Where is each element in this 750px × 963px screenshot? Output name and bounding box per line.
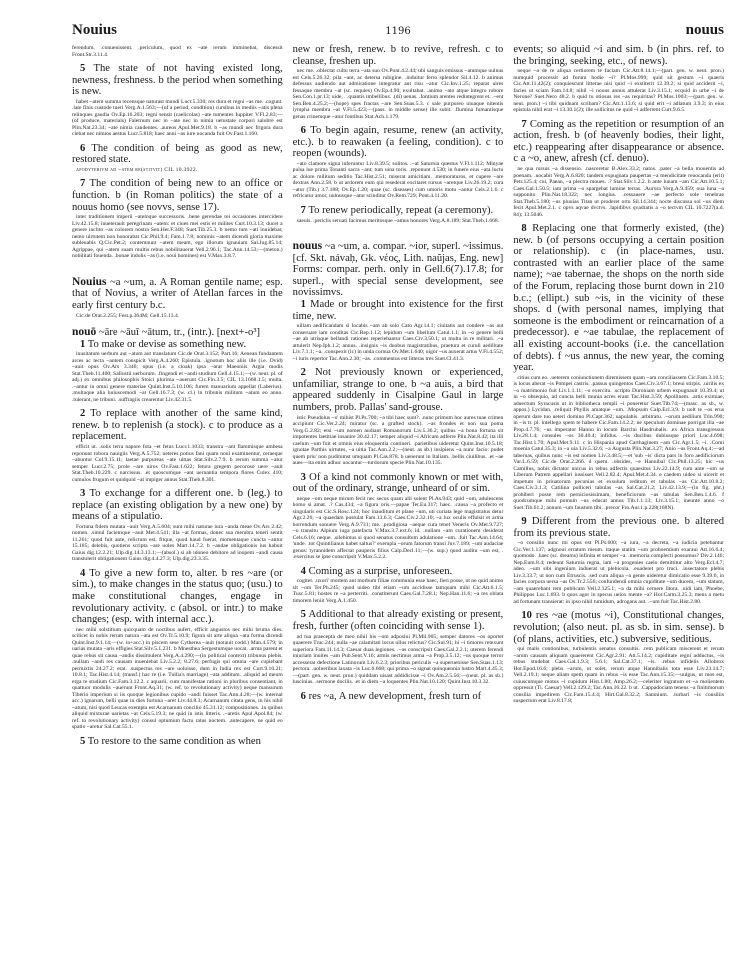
sense-definition: [293, 205, 504, 217]
definition-text: Of a kind not commonly known or met with, out of the ordinary, strange, unheard of or sim.: [292, 471, 504, 495]
citation-block: [293, 634, 504, 686]
citation-text: neque ~a de re aliqua certiorem te faciam Cic.Att.8.14.1;—(part. gen. w. neut. pron.) numquid processit ad forum hodie ~i? Pl.Mos.999; quid sit gestum ~i quaeris Cic.Att.11.42(2); conquiescunt litterae nisi quid ~i exstiterit 12.39.2; si quid acciderit ~i, facies ut sciam Fam.14.8; nihil ~i nouus annus attulerat Liv.3.15.1; ecquid in urbe ~i de Nerone? Suet.Nero 48.2. b quid tu otiosus res ~as requiritas? Pl.Mos.1003;—(part. gen. w. neut. pron.) ~i tibi quidnam scribam? Cic.Att.1.13.6; si quid erit ~i adlatum 3.9.3; in eius epistula nihil erat ~i 13.30.1(2); ille sollicitus ne quid ~i adferrent Curt.9.6.5.: [513, 68, 725, 114]
sense-number: 7: [521, 118, 527, 130]
left-guideword: Nouius: [72, 22, 118, 38]
citation-block: [513, 540, 724, 605]
sense-definition: [72, 408, 283, 443]
sense-definition: [293, 566, 504, 578]
citation-block: [513, 375, 724, 512]
definition-text: ~a ~um, a. compar. ~ior, superl. ~issimus. [cf. Skt. návaḥ, Gk. νέος, Lith. naũjas, Eng. new] Forms: compar. perh. only in Gell.6(7).17.8; for superl., with special sense development, see novissimvs.: [292, 241, 504, 299]
sense-definition: [72, 63, 283, 98]
sense-definition: [72, 568, 283, 626]
definition-text: Additional to that already existing or present, fresh, further (often coinciding with sense 1).: [292, 609, 504, 632]
citation-block: [293, 161, 504, 200]
sense-definition: [72, 143, 283, 166]
entry-headword-line: [293, 241, 504, 299]
page-header: [72, 22, 724, 42]
sense-definition: [293, 367, 504, 413]
sense-number: 5: [80, 63, 86, 74]
definition-text: The condition of being as good as new, restored state.: [72, 142, 283, 166]
sense-definition: [293, 125, 504, 160]
citation-block: [72, 444, 283, 483]
definition-text: ~a ~um, a. A Roman gentile name; esp. that of Novius, a writer of Atellan farces in the early first century b.c.: [72, 276, 283, 311]
headword: nouus: [292, 240, 323, 253]
citation-text: nec mihi solstitium quicquam de noctibus aufert, efficit angustos nec mihi bruma dies. scilicet in nobis rerum natura ~ata est Ov.Tr.5.10.9; figura sit arte aliqua ~ata forma dicendi Quint.Inst.9.1.14;—(w. in+acc.) in piscem sese Cytherea ~auit (notauit codd.) Man.4.579; in uarias mutata ~aris effigies Stat.Silv.5.1.231. b Mnesthea Sergestumque uocat. .arma parent et quae rebus sit causa ~andis dissimulent Verg.A.4.290;—(in political context) tribunus plebis. .nullam ~andi res causam inueniebat Liv.5.2.2; 8.27.6; perfugis qui omnia ~are cupiebant permixtis 24.27.2; erat. .suspectus res ~are uoluisse, dum in India rex est Curt.9.10.21; 10.8.1; Tac.Hist.4.14; (transf.) hac re (i.e. Tullia's marriage) ~ata additum. .aliquid ad meum erga te studium Cic.Fam.3.12.2. c aquarii, cum manifestae rationi in pluribus consentiant, in quattuor modulis ~auerunt Front.Aq.31; (w. ref. to revolutionary activity) neque mansurum Tiberio imperium si iis quoque legionibus cupido ~andi fuisset Tac.Ann.4.28;—(w. internal acc.) ignarum, belli quae in dies fortuna ~aret Liv.44.8.3; Acarnanum citata gens, in his nihil ~atum, nisi quod Leucas exempta est Acarnanum concilio 45.31.12; compositiones. .in quibus aliquid mixturae uarietas ~at Cels.5.19.3; ne quid in istis litteris. .~aretis Apul.Apol.84; (w. ref. to revolutionary activity) consul optumum factu ratus noctem. .antecapere, ne quid eo spatio ~aretur Sal.Cat.55.1.: [72, 626, 283, 731]
sense-definition: [513, 516, 724, 539]
citation-block: [72, 99, 283, 138]
citation-text: habet ~atem summa recensque naturast mundi Lucr.5.330; res dura et regni ~as me. .cogunt. .late finis custode tueri Verg.A.1.563;—(of a period, condition) cursibus in mediis ~atis plena relinques gaudia Ov.Ep.16.203; regni sensit (caelicolas) ~ate tumentes Iuppiter V.Fl.2.83;—(of produce, materials) Falernum nec in ~ate nec in nimia uetustate corpori salubre est Plin.Nat.23.34; ~ate nimia candentes. .aureos Apul.Met.9.18. b ~as mundi nec frigora dura ciebat nec nimios aestus Lucr.5.818; haec anni ~as iure uocanda fuit Ov.Fast.1.160.: [72, 98, 283, 138]
sense-definition: [513, 44, 724, 67]
sense-number: 6: [300, 125, 306, 137]
sense-number: 1: [300, 299, 306, 311]
definition-text: ~āre ~āuī ~ātum, tr., (intr.). [next+-o³]: [98, 327, 261, 339]
definition-text: The condition of being new to an office or function. b (in Roman politics) the state of a nouus homo (see novvs, sense 17).: [72, 178, 283, 213]
definition-text: To give a new form to, alter. b res ~are (or sim.), to make changes in the status quo; (usu.) to make constitutional changes, engage in revolutionary activity. c (absol. or intr.) to make changes; (esp. with internal acc.).: [72, 567, 283, 626]
page-number: 1196: [385, 26, 411, 37]
citation-block: [72, 45, 283, 58]
column-right: [513, 44, 724, 747]
citation-text: ne qua rursus ~a dissensio. .nasceretur B.Alex.33.2; natos. .pater ~a bella mouentis ad poenam. .uocabit Verg.A.6.820; tandem expugnata paupertas ~a mendicitate reuocanda (erit) Petr.125.4; cui, Paean, ~a plectra moues. .? Stat.Silv.1.2.2. b ante lunam ~am Cic.Att.10.5.1; Caes.Gal.1.50.5; iam prima ~o spargebat lumine terras. .Aurora Verg.A.9.459; oua luna ~a supponito Plin.Nat.18.322; nec longius. .cessauere ~ae perfecto sole tenebrae Stat.Theb.5.180; ~us pluuias Titan ut proderet ortu Sil.14.344; nocte discussa sol ~us diem fecit Apul.Met.2.1. c opvs aqvae dvctvs. .lapidibvs qvadratis a ~o tectvm CIL 10.7227(a.d. 84); 13.5046.: [513, 166, 725, 218]
sense-number: 10: [521, 610, 532, 622]
citation-block: [72, 351, 283, 403]
citation-text: saeuis. .periclis seruati facimus meritosque ~amus honores Verg.A.8.189; Stat.Theb.1.668.: [296, 217, 500, 224]
sense-number: 6: [80, 142, 86, 154]
definition-text: To make or devise as something new.: [87, 338, 247, 350]
sense-number: 3: [300, 471, 306, 483]
citation-block: [513, 166, 724, 218]
definition-text: Replacing one that formerly existed, (the) new. b (of persons occupying a certain position or relationship). c (in place-names, usu. contrasted with an earlier place of the same name); ~ae tabernae, the shops on the north side of the Forum, replacing those burnt down in 210 b.c.; (ellipt.) sub ~is, in the vicinity of these shops. d (with personal names, implying that someone is the embodiment or reincarnation of a predecessor). e ~ae tabulae, the replacement of all existing account-books (i.e. the cancellation of debts). f ~us annus, the new year, the coming year.: [513, 223, 725, 374]
citation-block: [293, 323, 504, 362]
sense-definition: [293, 44, 504, 67]
citation-text: neque ~om neque mirum fecit nec secus quam alii solent Pl.As.943; quid ~om, adulescens homo si amat. .? Cas.434; ~a figura oris.—papae Ter.Eu.317; haec. .causa ~a profecto et singularis est Cic.S.Rosc.124; hoc inauditum et plane ~um, uti curiata lege magistratus detur Agr.2.26; ~a quaedam postulat Fam.13.6.3; Caes.Civ.2.32.10; ~a lux oculis effulsit et arma horrendum sonuere Verg.A.9.731; me. .prodigiosa ~aeque cura tenet Veneris Ov.Met.9.727; ~o transitu Alpium iuga patefacta V.Max.3.7.ext.6; id. .nullam ~am curationem desiderat Cels.6.16; neque. .silebimus si quod senatus consultum adulatione ~um. .fuit Tac.Ann.14.64; 'unde. .tot Quintilianus habet saltus?' exempla ~orum fatorum transi Juv.7.189; ~um audaciae genus: tyrannidem affectat pauperis filius Calp.Decl.11;—(w. sup.) quod auditu ~um est, . .exercitus se ipse conscripsit V.Max.5.2.2.: [292, 495, 504, 561]
citation-text: citius cum eo. .ueterem coniunctionem diremissem quam ~am conciliassem Cic.Fam.3.10.5; is locus aberat ~is Pompei castris. .passus quingentos Caes.Civ.3.67.1; breui stirpis. .uirilis ex ~o matrimonio fuit Liv.1.1.11; ~o exercitu. .scripto Duroniam urbem expugnauit 10.39.4; ut in ~o obsequio, ad cuncta belli munia acres erant Tac.Hist.3.59; Apollinem. .artis eximiae, aduectum Syracusis ut in bibliotheca templi ~i poneretur Suet.Tib.74;—(masc. as sb., w. appos.) Lycidan. .reliquit Phyllis amatque ~um. .Mopsum Calp.Ecl.3.9. b uolt te ~os erus operum dare tuo ueteri domino Pl.Capt.362; uapulabis. .arbitratu. .~orum aedilium Trin.990; in ~is tr. pl. intellego spem te habere Cic.Fam.14.2.2; ne speculum dominae porrigat illa ~ae Prop.4.7.76; ~us imperator Hanno in locum Barcini Hasdrubalis. .ex Africa transgressus Liv.28.1.4; consules ~os 30.40.4; infidus. .~is ducibus dubiusque priori Luc.4.698; Tac.Hist.1.70; Apul.Met.9.11. c in Hispania apud Carthaginem ~am Cic.Agr.1.5; ~i. .Comi moenia Catul.35.3; in ~a uia Liv.5.32.6; ~a Augusta Plin.Nat.3.27; Anio ~us Front.Aq.4;—ad tabernas, quibus nunc ~is est nomen Liv.3.48.5;—et 'sub ~is' dicta pars in foro aedificiorum Var.L.6.59; Cic.de Orat.2.266. d quem. .obsides, ~e Hannibal Cic.Phil.13.25; hic ~us Camillus, nobis dictator unicus in rebus adfectis quaesitus Liv.22.14.9; cum ante ~um se Liberum Patrem appellari iussisset Vell.2.82.4; Apul.Met.4.34. e caedem uideo si uicerit et impetum in priuatorum pecunias et exsulum reditum et tabulas ~as Cic.Att.10.8.2; Caes.Civ.3.1.3; Catilina polliceri tabulas ~as Sal.Cat.21.2; Liv.42.13.9;—(in fig. phr.) prohiberi posse rem perniciosissimam, beneficiorum ~as tabulas Sen.Ben.1.4.6. f quodcumque mihi pomum ~us educat annus Tib.1.1.13; Liv.3.15.1; ineunte anno ~o Suet.Tib.61.2; annum ~um faustum tibi. .precor Fro.Aur.1.p.228(168N).: [513, 374, 725, 511]
sense-number: 5: [80, 735, 86, 747]
citation-text: uillam aedificandam si locabis ~am ab solo Cato Agr.14.1; ciuitatis aut condere ~as aut conseruare iam conditas Cic.Rep.1.12; lepidum ~um libellum Catul.1.1; in ~o genere belli ~ae ab utrisque bellandi rationes reperiebantur Caes.Civ.3.50.1; ut multa in re militari. .~a attulerit Nep.Iph.1.2; annus. .insignis ~is duobus magistratibus, praetura et curuli aedilitate Liv.7.1.1; ~a. .conspexit (lc) in unda cornua Ov.Met.1.640; uigor ~us auxerat artus V.Fl.4.552; ~i iuris repertor Tac.Ann.2.30; ~as. .commentus est litteras tres Suet.Cl.41.3.: [292, 323, 504, 362]
citation-text: Fortuna fidem mutata ~auit Verg.A.5.604; sunt mihi naturae iura ~anda meae Ov.Ars 2.42; nomen. .simul faciemque ~auit Met.4.541; illa ~at formas, donec sua membra teneri sentit 11.261; quod fuit ante, relictum est, fitque, quod haud fuerat, momentaque cuncta ~antur 15.185; delebis, quotiens scripta ~are uoles Mart.14.7.2. b ~andae obligationis ius habuit Gaius dig.12.2.21; Ulp.dig.14.3.13.1;—(absol.) si ab idoneo debitore ad inopem ~andi causa transtulerit obligationem Gaius dig.4.4.27.3; Ulp.dig.23.3.35.: [72, 523, 283, 563]
definition-text: To restore to the same condition as when: [87, 735, 261, 747]
citation-text: ferendum. .conuenissent. .periculum, quod ex ~ate rerum imminebat, discessit Front.Str.3.11.4.: [72, 45, 283, 58]
definition-text: Different from the previous one. b altered from its previous state.: [513, 516, 725, 539]
dictionary-columns: [72, 44, 724, 747]
definition-text: Coming as a surprise, unforeseen.: [308, 565, 453, 577]
column-middle: [293, 44, 504, 747]
sense-definition: [293, 609, 504, 632]
definition-text: To renew periodically, repeat (a ceremony).: [308, 204, 494, 216]
definition-text: Made or brought into existence for the first time, new.: [292, 299, 504, 322]
citation-text: inusitatum uerbum aut ~atum aut translatum Cic.de Orat.3.152; Part.16; Aenean fundantem arces ac tecta ~antem conspicit Verg.A.4.260; Epistula. .ignotum hoc aliis ille (i.e. Ovid) ~auit opus Ov.Ars 3.346; opus (i.e. a cloak) ipsa ~arat Maeoniis Argia modis Stat.Theb.11.400; Sallustii uerborum. .fingendi et ~andi studium Gell.4.15.1;—(w. neut. pl. of adj.) ex omnibus philosophis Stoici plurima ~auerunt Cic.Fin.3.5; CIL 13.1668.1.5; multa. .~antur in omni genere materiae Quint.Inst.5.10.106; furem manuarium appellat (Laberius). .multaque alia huiuscemodi ~at Gell.16.7.3; (w. cl.) in tribunis militum ~atum eo anno. .tulerant, ne tribuni. .suffragiis crearentur Liv.42.31.5.: [72, 351, 283, 403]
citation-block: [72, 167, 283, 174]
sense-number: 4: [80, 567, 86, 579]
citation-text: nec me. .oblectat cultu terra ~ata suo Ov.Pont.4.2.44; ubi sanguis emissus ~atumque uulnus est Cels.5.26.32; pila ~ant, ac detersa rubigine. .induitur ferro splendor Sil.4.12. b animus defessus audiendo aut admiratione integratur aut risu ~atur Cic.Inv.1.25; reparat uires fessaque membra ~at (sc. requies) Ov.Ep.4.90; exultabat. .animo ~ato atque integro robore Sen.Con.1.pr.13; uide, . .quantis imbellibus. .(di) uenas. .fontium arentes redintegrent et. .~ent Sen.Ben.4.25.2;—(hope) spes fractas ~are Sen.Suas.5.3. c sale purpureo uiuaque nitentis lympha membra ~at V.Fl.5.423;—(pass. in middle sense) ille subit. .flumina fumantisque genas crinemque ~atur fontibus Stat.Ach.1.179.: [292, 68, 504, 120]
sense-number: 2: [300, 367, 306, 379]
right-guideword: nouus: [685, 22, 724, 38]
sense-definition: [293, 691, 504, 703]
definition-text: To replace with another of the same kind, renew. b to replenish (a stock). c to produce as a replacement.: [72, 408, 283, 443]
citation-block: [293, 578, 504, 604]
citation-block: [293, 415, 504, 467]
sense-definition: [513, 119, 724, 165]
citation-block: [293, 218, 504, 225]
citation-text: efficit ut. .solis terra napore fota ~et fetus Lucr.1.1033; transtra ~ant flammisque ambesa reponunt robora nauigiis Verg.A.5.752; ueteres potius fani quam noui examinentur, ceraeque ~abuntur Col.9.15.11; laetae purpureas ~ate uittas Stat.Silv.2.7.9. b rerum summa ~atur semper Lucr.2.75; prole ~are uiros Ov.Fast.1.622; fetura gregem pecoroso uere ~auit Stat.Theb.10.229. c narcissus. .et quoscumque ~ant uernantia tempora flores Culex 410; cumulos frugum et quidquid ~at impiger annus Stat.Theb.8.301.: [72, 444, 283, 483]
citation-text: apodyterivm ad ~atem re(stitvit) CIL 10.3922.: [76, 166, 198, 173]
sense-number: 4: [300, 565, 306, 577]
citation-text: ad tua praecepta de meo nihil his ~om adposiui Pl.Mil.905; semper datores ~os oportet quaerere Truc.244; nulla ~ae calamitati locus ullus relictus? Cic.Sul.91; hi ~i timores retexunt superiora Fam.11.14.3; Caesar duas legiones. .~as conscripsit Caes.Gal.2.2.1; uterem ferendi iniuriam inuites ~am Pub.Sent.V.16; armis nectimus arma ~a Prop.3.5.12; ~us quoque terror accesserat defectione Latinorum Liv.6.2.3; prioribus periculis ~a superuenisse Sen.Suas.1.13; pectora. .uolneribus laxata ~is Luc.6.668; qui prima ~o signat quinquennia lustro Mart.4.45.3;—(part. gen. w. neut. pron.) quiddam uisast addidicisse ~i Ov.Am.2.5.56;—(neut. pl. as sb.) luscinias. .sermone docilis. .et in diem ~a loquentes Plin.Nat.10.120; Quint.Inst.10.3.32.: [292, 633, 504, 686]
definition-text: To begin again, resume, renew (an activity, etc.). b to reawaken (a feeling, condition). c to reopen (wounds).: [292, 125, 504, 160]
sense-definition: [72, 178, 283, 213]
entry-headword-line: [72, 327, 283, 339]
sense-number: 3: [80, 488, 86, 499]
headword: nouō: [72, 326, 97, 339]
sense-definition: [513, 610, 724, 645]
citation-block: [72, 313, 283, 320]
sense-number: 6: [300, 690, 306, 702]
entry-separator: [293, 229, 504, 233]
sense-definition: [72, 339, 283, 351]
definition-text: res ~ae (motus ~i), Constitutional changes, revolution; (also neut. pl. as sb. in sim. sense). b (of plans, activities, etc.) subversive, seditious.: [513, 610, 725, 645]
sense-number: 7: [80, 178, 86, 190]
entry-headword-line: [72, 277, 283, 312]
sense-number: 2: [80, 408, 86, 420]
citation-text: Cic.de Orat.2.255; Fest.p.364M; Gell.15.13.4.: [76, 312, 180, 319]
citation-text: inter traditionem imperii ~atemque successoris. .bene gerendae rei occasiones intercidere Liv.42.15.8; inueterauit peregrinam ~atem: et ciues mei estis et milites Curt.10.3.13; ducet a genere inclito ~as colorem nostra Sen.Her.F.348; Suet.Tib.25.3. b nemo tum ~ati inuidebat; nemo uirtutem non honorabat Cic.Phil.9.4; Fam.1.7.8; nominis ~atem dicendi gloria maxime subleuabis Q.Cic.Pet.2; contemnunt ~atem meam, ego illorum ignauiam Sal.Jug.85.14; Agrippae, qui ~atem suam multis rebus nobilitauerat Vell.2.96.1; Tac.Ann.14.53;—(meton.) nobilitati fouenda. .bonae indolis ~as (i.e. noui homines) est V.Max.3.8.7.: [72, 214, 283, 260]
citation-block: [293, 496, 504, 561]
column-left: [72, 44, 283, 747]
entry-separator: [72, 265, 283, 269]
citation-text: cogitet. .uxori' mortem aut morbum filiae communia esse haec, fieri posse, ut ne quid animo sit ~om Ter.Ph.245; quod uideo tibi etiam ~um accidisse tamquam mihi Cic.Att.6.1.5; Tusc.5.81; hostes re ~a perterriti. .constiterunt Caes.Gal.7.28.1; Nep.Han.11.6; ~a res oblata timorem leniit Verg.A.1.450.: [292, 578, 504, 604]
definition-text: To exchange for a different one. b (leg.) to replace (an existing obligation by a new one) by means of a stipulatio.: [72, 488, 283, 523]
sense-definition: [293, 299, 504, 322]
definition-text: The state of not having existed long, newness, freshness. b the period when something is new.: [72, 63, 283, 98]
sense-definition: [72, 488, 283, 523]
citation-text: ~o consilio nunc mi opus est Pl.Ps.600; ~a iura, ~a decreta, ~a iudicia petebantur Cic.Ver.1.137; adgnoui erratum meum. itaque statim ~um prohoemium exaraui Att.16.6.4; quomodo. .haec (sc. dreams) infinita et semper ~a. .memoria complecti possumus? Div.2.146; Nep.Eum.8.4; redeunt Saturnia regna, iam ~a progenies caelo demittitur alto Verg.Ecl.4.7; adeo. .~um sibi ingenium induerat ut plebicola. .euaderet pro truci. .insectatore plebis Liv.3.33.7; ut non cum Etruscis. .sed cum aliqua ~a gente uideretur dimicatio esse 9.39.6; in facies corpora uersa ~as Ov.Tr.2.556; confundendi omnia cupiditate ~um ducem, ~um statum, ~am quaerebant rem publicam Vell.2.125.1; ~a da mihi cernere litora. .uidi iam, Phoebe, Philippos Luc.1.693. b quos agor in specus uelox mente ~a? Hor.Carm.3.25.3; mens a metu ad fortunam transierat: in ipso nihil tumidum, adrogans aut. .~um fuit Tac.Hist.2.80.: [513, 540, 725, 605]
citation-block: [513, 68, 724, 114]
headword: Nouius: [72, 275, 107, 288]
citation-text: ~ato clamore signa inferuntur Liv.8.39.5; solitos. .~at Saturnia questus V.Fl.1.112; Minyae pulsa lue prima Tonanti sacra ~ant; tum uina toris. .reponunt 4.530; in funere eius ~ata luctu ac dolore militum seditio Tac.Hist.2.51; miserat amicitiam. .memoraturos, et cupere ~are dextras Ann.2.58. b ut ardorem eum qui resederat excitaret rursus ~aretque Liv.26.19.2; cura ~atur (Tib.) 3.7.188; Ov.Ep.1.20; quae (sc. diseases) cum umoris motu ~antur Cels.2.1.6. c refricatur amor, uulnusque ~atur scinditur Ov.Rem.729; Pont.4.11.20.: [292, 160, 504, 200]
citation-block: [513, 646, 724, 705]
definition-text: new or fresh, renew. b to revive, refresh. c to cleanse, freshen up.: [292, 44, 504, 67]
sense-definition: [293, 472, 504, 495]
sense-definition: [513, 223, 724, 374]
citation-block: [293, 68, 504, 120]
citation-text: qui malis contionibus, turbulentis senatus consultis. .rem publicam miscerent et rerum ~arum causam aliquam quaererent Cic.Agr.2.91; Att.5.14.2; cupiditate regni adductus, ~is rebus studebat Caes.Gal.1.9.3; 5.6.1; Sal.Cat.37.1; ~is. .rebus infidelis Allobrox Hor.Epod.16.6; plebs ~arum, ut solet, rerum atque Hannibalis tota esse Liv.23.14.7; Vell.2.19.1; neque aliam spem quam in rebus ~is esse Tac.Ann.15.35;—uulgus, ut mos est, cuiuscumque motus ~i cupidum Hist.1.80; Amp.26.2;—celeriter ingratum et ~a molientem oppressit (Ti. Caesar) Vell.2.129.2; Tac.Ann.16.22. b ut. .Cappadociam tenens ~a finitimorum consilia impedirem Cic.Fam.15.4.4; Hirt.Gal.8.32.2; Samnium. .turbari ~is consiliis suspectum erat Liv.8.17.8;: [513, 646, 725, 705]
definition-text: Not previously known or experienced, unfamiliar, strange to one. b ~a auis, a bird that appeared suddenly in Cisalpine Gaul in large numbers, prob. Pallas' sand-grouse.: [292, 367, 504, 413]
citation-block: [72, 524, 283, 563]
citation-block: [72, 214, 283, 260]
definition-text: Coming as the repetition or resumption of an action, fresh. b (of heavenly bodies, their light, etc.) reappearing after disappearance or absence. c a ~o, anew, afresh (cf. denuo).: [513, 118, 725, 165]
sense-number: 8: [521, 223, 527, 235]
citation-block: [72, 627, 283, 731]
sense-number: 1: [80, 338, 86, 350]
sense-number: 5: [300, 609, 306, 621]
sense-number: 7: [300, 204, 306, 216]
sense-number: 9: [521, 516, 527, 528]
citation-text: istic Pseudolus ~o' mihist Pl.Ps.700; ~a tibi haec sunt?. .nunc primum hoc aures tuae crimen accipiunt Cic.Ver.2.24; miratur (sc. a grafted stock). .~as frondes et non sua poma Verg.G.2.82; etsi ~um nomen audiant Romanorum Liv.5.36.2; quibus ~a bona fortuna sit impotentes laetitiae insanire 30.42.17; semper aliquid ~i Africam adferre Plin.Nat.8.42; ita illi caelum ~um fuit et omnis eius eloquentia contineri. .parietibus uideretur Quint.Inst.10.5.18; ignotae Parthis uirtutes, ~a uitia Tac.Ann.2.2;—(neut. as sb.) insipiens ~a nunc facio: pudet quem priu' non puditumst umquam Pl.Cas.878. b uenerunt in Italiam. .bellis ciuilibus. .et ~ae aues—ita enim adhuc uocantur—turdorum specie Plin.Nat.10.135.: [292, 414, 504, 467]
definition-text: events; so aliquid ~i and sim. b (in phrs. ref. to the bringing, seeking, etc., of news).: [513, 44, 725, 67]
sense-definition: [72, 736, 283, 748]
definition-text: res ~a, A new development, fresh turn of: [308, 690, 482, 702]
